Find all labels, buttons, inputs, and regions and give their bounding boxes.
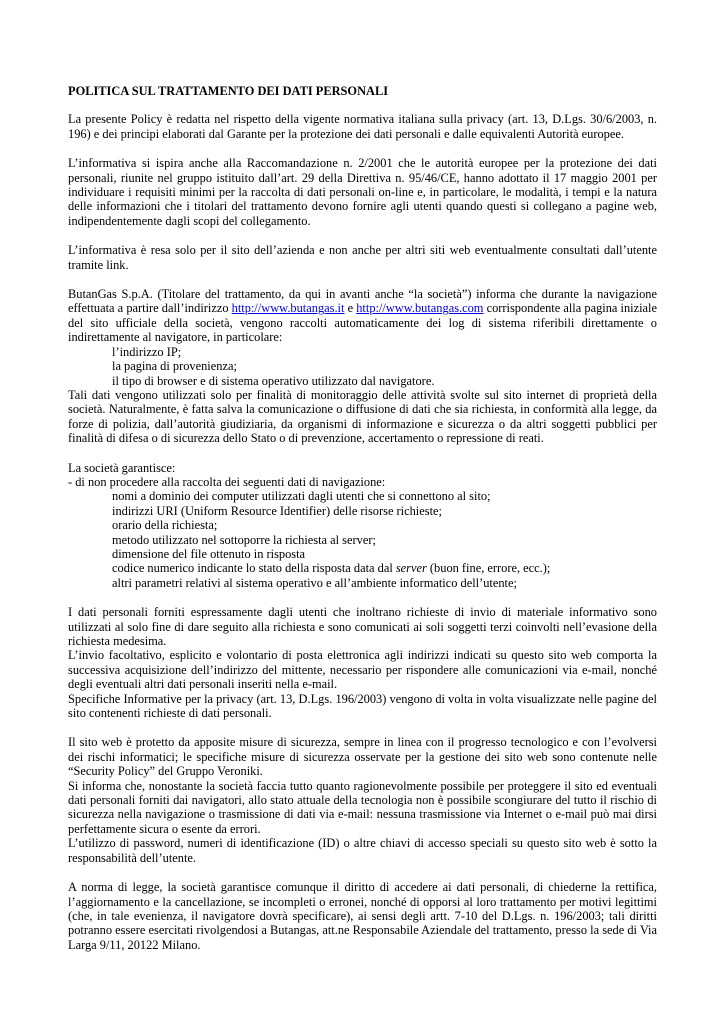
paragraph-butangas — [68, 287, 657, 345]
list-item: dimensione del file ottenuto in risposta — [112, 546, 306, 561]
paragraph-specific-info: Specifiche Informative per la privacy (art. 13, D.Lgs. 196/2003) vengono di volta in volta visualizzate nelle pagine del sito contenenti richieste di dati personali. — [68, 691, 657, 721]
paragraph-risk: Si informa che, nonostante la società faccia tutto quanto ragionevolmente possibile per proteggere il sito ed eventuali dati personali forniti dai navigatori, allo stato attuale della tecnologia non è possibile scongiurare del tutto il rischio di sicurezza nella navigazione o trasmissione di dati via e-mail: nessuna trasmissione via Internet o e-mail può mai dirsi perfettamente sicura o esente da errori. — [68, 778, 657, 836]
page-title: POLITICA SUL TRATTAMENTO DEI DATI PERSONALI — [68, 84, 389, 98]
butangas-it-link[interactable]: http://www.butangas.it — [231, 301, 345, 316]
list-item: il tipo di browser e di sistema operativo utilizzato dal navigatore. — [112, 373, 435, 388]
list-item: altri parametri relativi al sistema operativo e all’ambiente informatico dell’utente; — [112, 575, 517, 590]
list-item-status-code — [68, 561, 657, 575]
document-page — [68, 84, 657, 952]
list-item: orario della richiesta; — [112, 518, 218, 533]
status-code-after: (buon fine, errore, ecc.); — [426, 561, 551, 576]
butangas-com-link[interactable]: http://www.butangas.com — [356, 301, 484, 316]
paragraph-scope: L’informativa è resa solo per il sito dell’azienda e non anche per altri siti web eventualmente consultati dall’utente tramite link. — [68, 243, 657, 272]
paragraph-rights: A norma di legge, la società garantisce comunque il diritto di accedere ai dati personali, di chiederne la rettifica, l’aggiornamento e la cancellazione, se incompleti o erronei, nonché di opporsi al loro trattamento per motivi legittimi (che, in tale evenienza, il navigatore dovrà specificare), ai sensi degli artt. 7-10 del D.Lgs. n. 196/2003; tali diritti potranno essere esercitati rivolgendosi a Butangas, att.ne Responsabile Aziendale del trattamento, presso la sede di Via Larga 9/11, 20122 Milano. — [68, 880, 657, 952]
paragraph-butangas-after: corrispondente alla pagina iniziale del sito ufficiale della società, vengono raccolti automaticamente dei log di sistema riferibili direttamente o indirettamente al navigatore, in particolare: — [68, 301, 657, 345]
paragraph-intro: La presente Policy è redatta nel rispetto della vigente normativa italiana sulla privacy (art. 13, D.Lgs. 30/6/2003, n. 196) e dei principi elaborati dal Garante per la protezione dei dati personali e dalle equivalenti Autorità europee. — [68, 112, 657, 141]
paragraph-security: Il sito web è protetto da apposite misure di sicurezza, sempre in linea con il progresso tecnologico e con l’evolversi dei rischi informatici; le specifiche misure di sicurezza osservate per la gestione dei sito web sono contenute nelle “Security Policy” del Gruppo Veroniki. — [68, 735, 657, 779]
paragraph-guarantees: La società garantisce: — [68, 460, 176, 475]
list-item: metodo utilizzato nel sottoporre la richiesta al server; — [112, 532, 376, 547]
list-item: indirizzi URI (Uniform Resource Identifier) delle risorse richieste; — [112, 503, 442, 518]
paragraph-recommendation: L’informativa si ispira anche alla Raccomandazione n. 2/2001 che le autorità europee per la protezione dei dati personali, riunite nel gruppo istituito dall’art. 29 della Direttiva n. 95/46/CE, hanno adottato il 17 maggio 2001 per individuare i requisiti minimi per la raccolta di dati personali on-line e, in particolare, le modalità, i tempi e la natura delle informazioni che i titolari del trattamento devono fornire agli utenti quando questi si collegano a pagine web, indipendentemente dagli scopi del collegamento. — [68, 156, 657, 228]
list-item: nomi a dominio dei computer utilizzati dagli utenti che si connettono al sito; — [112, 489, 491, 504]
paragraph-usage: Tali dati vengono utilizzati solo per finalità di monitoraggio delle attività svolte sul sito internet di proprietà della società. Naturalmente, è fatta salva la comunicazione o diffusione di dati che sia richiesta, in conformità alla legge, da forze di polizia, dall’autorità giudiziaria, da organismi di informazione e sicurezza o da altri soggetti pubblici per finalità di difesa o di sicurezza dello Stato o di prevenzione, accertamento o repressione di reati. — [68, 387, 657, 446]
paragraph-no-collection: - di non procedere alla raccolta dei seguenti dati di navigazione: — [68, 474, 386, 489]
server-term: server — [395, 561, 427, 576]
paragraph-butangas-mid: e — [344, 301, 357, 316]
list-item: la pagina di provenienza; — [112, 359, 237, 374]
paragraph-provided-data: I dati personali forniti espressamente dagli utenti che inoltrano richieste di invio di materiale informativo sono utilizzati al solo fine di dare seguito alla richiesta e sono comunicati ai soli soggetti terzi coinvolti nell’evasione della richiesta medesima. — [68, 605, 657, 648]
paragraph-email: L’invio facoltativo, esplicito e volontario di posta elettronica agli indirizzi indicati su questo sito web comporta la successiva acquisizione dell’indirizzo del mittente, necessario per rispondere alle comunicazioni via e-mail, nonché degli eventuali altri dati personali inseriti nella e-mail. — [68, 648, 657, 692]
paragraph-butangas-before: ButanGas S.p.A. (Titolare del trattamento, da qui in avanti anche “la società”) informa che durante la navigazione effettuata a partire dall’indirizzo — [68, 287, 657, 316]
list-item: l’indirizzo IP; — [112, 344, 182, 359]
status-code-before: codice numerico indicante lo stato della risposta data dal — [112, 561, 396, 576]
paragraph-password: L’utilizzo di password, numeri di identificazione (ID) o altre chiavi di accesso speciali su questo sito web è sotto la responsabilità dell’utente. — [68, 836, 657, 865]
